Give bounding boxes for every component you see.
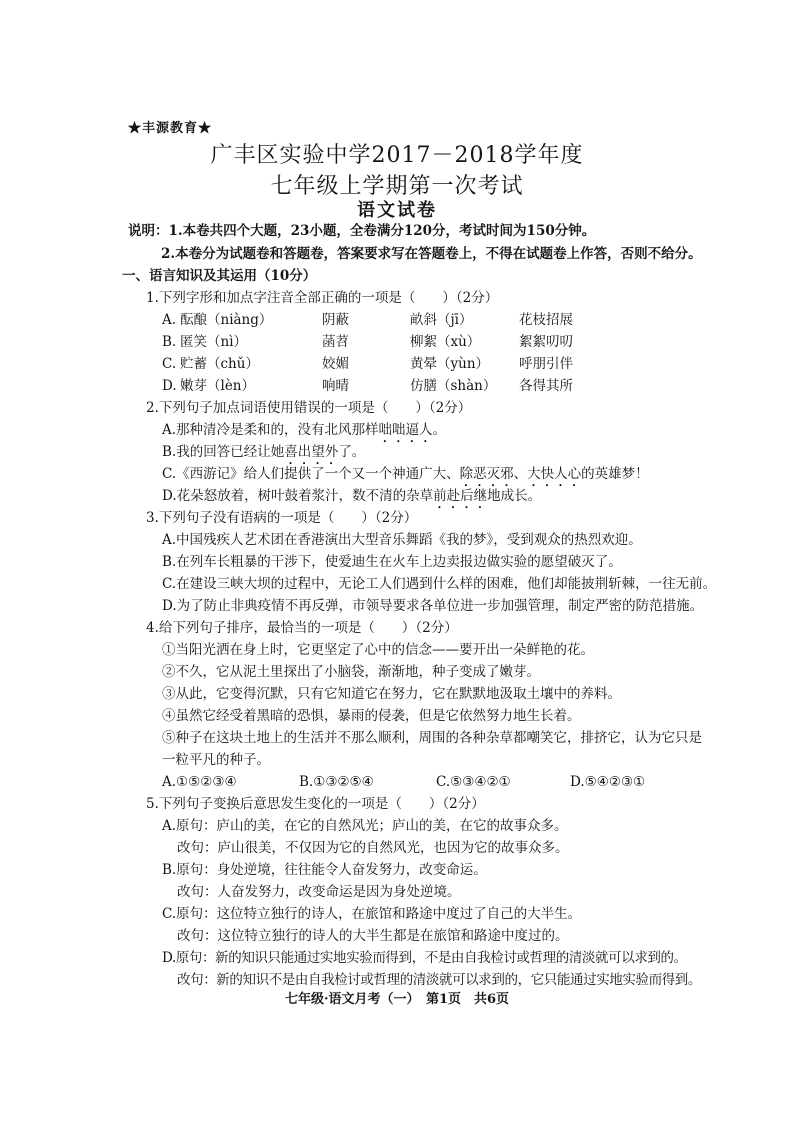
q2-c-text: C.《西游记》给人们提供了一个又一个神通广大、	[162, 466, 460, 482]
option-label: A.	[162, 312, 177, 328]
q5-c-original: C.原句：这位特立独行的诗人，在旅馆和路途中度过了自己的大半生。	[162, 906, 582, 922]
q2-stem: 2.下列句子加点词语使用错误的一项是（ ）（2分）	[146, 400, 472, 416]
brand-label: ★丰源教育★	[128, 121, 213, 136]
option-word-1: 嫩芽（lèn）	[180, 378, 256, 394]
q4-sentence-5-cont: 一粒平凡的种子。	[162, 752, 270, 768]
q2-c-dotted-phrase-1: 除恶灭邪	[459, 466, 514, 482]
q3-option-c: C.在建设三峡大坝的过程中，无论工人们遇到什么样的困难，他们却能披荆斩棘，一往无前。	[162, 576, 717, 592]
q4-option-d: D.⑤④②③①	[570, 774, 646, 790]
q2-a-text: A.那种清冷是柔和的，没有北风那样	[162, 422, 379, 438]
q5-a-original: A.原句：庐山的美，在它的自然风光；庐山的美，在它的故事众多。	[162, 818, 568, 834]
exam-title-line2: 七年级上学期第一次考试	[270, 174, 524, 199]
option-label: B.	[162, 334, 177, 350]
q2-a-dotted-phrase: 咄咄逼人	[378, 422, 433, 438]
q4-sentence-4: ④虽然它经受着黑暗的恐惧，暴雨的侵袭，但是它依然努力地生长着。	[162, 708, 581, 724]
option-word-4: 各得其所	[519, 378, 573, 394]
q2-b-dotted-phrase: 喜出望外	[284, 444, 339, 460]
option-label: C.	[162, 356, 177, 372]
instructions-line1: 说明：1.本卷共四个大题，23小题，全卷满分120分，考试时间为150分钟。	[128, 223, 596, 239]
option-word-4: 呼朋引伴	[519, 356, 573, 372]
exam-title-line1: 广丰区实验中学2017－2018学年度	[210, 143, 584, 168]
option-word-2: 响晴	[322, 378, 349, 394]
q2-d-end: 地成长。	[487, 488, 542, 504]
q5-a-revised: 改句：庐山很美，不仅因为它的自然风光，也因为它的故事众多。	[177, 840, 569, 856]
option-word-3: 柳絮（xù）	[410, 334, 481, 350]
q4-option-a: A.①⑤②③④	[162, 774, 237, 790]
q3-option-a: A.中国残疾人艺术团在香港演出大型音乐舞蹈《我的梦》，受到观众的热烈欢迎。	[162, 532, 642, 548]
q5-d-original: D.原句：新的知识只能通过实地实验而得到，不是由自我检讨或哲理的清淡就可以求到的。	[162, 950, 687, 966]
q2-b-text: B.我的回答已经让她	[162, 444, 285, 460]
option-word-3: 畝斜（jī）	[410, 312, 473, 328]
option-word-4: 花枝招展	[519, 312, 573, 328]
q2-c-end: 的英雄梦！	[581, 466, 649, 482]
q1-stem: 1.下列字形和加点字注音全部正确的一项是（ ）（2分）	[146, 290, 499, 306]
instructions-line2: 2.本卷分为试题卷和答题卷，答案要求写在答题卷上，不得在试题卷上作答，否则不给分。	[161, 246, 702, 262]
q2-b-end: 了。	[338, 444, 366, 460]
option-word-3: 仿膳（shàn）	[410, 378, 497, 394]
option-word-1: 贮蓄（chǔ）	[180, 356, 259, 372]
q2-a-end: 。	[432, 422, 447, 438]
q4-sentence-5: ⑤种子在这块土地上的生活并不那么顺利，周围的各种杂草都嘲笑它，排挤它，认为它只是	[162, 730, 702, 746]
q5-b-revised: 改句：人奋发努力，改变命运是因为身处逆境。	[177, 884, 461, 900]
q2-c-separator: 、	[513, 466, 528, 482]
option-word-2: 姣媚	[322, 356, 349, 372]
q4-stem: 4.给下列句子排序，最恰当的一项是（ ）（2分）	[146, 620, 458, 636]
option-word-4: 絮絮叨叨	[519, 334, 573, 350]
q4-sentence-3: ③从此，它变得沉默，只有它知道它在努力，它在默默地汲取土壤中的养料。	[162, 686, 621, 702]
q5-b-original: B.原句：身处逆境，往往能令人奋发努力，改变命运。	[162, 862, 487, 878]
q3-stem: 3.下列句子没有语病的一项是（ ）（2分）	[146, 510, 418, 526]
option-label: D.	[162, 378, 177, 394]
option-word-3: 黄晕（yùn）	[410, 356, 490, 372]
option-word-2: 阴蔽	[322, 312, 349, 328]
exam-title-subject: 语文试卷	[357, 200, 437, 221]
option-word-1: 酝酿（niàng）	[180, 312, 273, 328]
q2-d-dotted-phrase: 前赴后继	[433, 488, 488, 504]
page-footer: 七年级·语文月考（一） 第1页 共6页	[284, 992, 510, 1007]
q4-option-c: C.⑤③④②①	[436, 774, 511, 790]
q5-c-revised: 改句：这位特立独行的诗人的大半生都是在旅馆和路途中度过的。	[177, 928, 569, 944]
q2-c-dotted-phrase-2: 大快人心	[527, 466, 582, 482]
q3-option-b: B.在列车长粗暴的干涉下，使爱迪生在火车上边卖报边做实验的愿望破灭了。	[162, 554, 622, 570]
q5-stem: 5.下列句子变换后意思发生变化的一项是（ ）（2分）	[146, 796, 485, 812]
q3-option-d: D.为了防止非典疫情不再反弹，市领导要求各单位进一步加强管理，制定严密的防范措施。	[162, 598, 704, 614]
q4-option-b: B.①③②⑤④	[299, 774, 374, 790]
option-word-2: 菡苕	[322, 334, 349, 350]
q4-sentence-2: ②不久，它从泥土里探出了小脑袋，渐渐地，种子变成了嫩芽。	[162, 664, 540, 680]
q4-sentence-1: ①当阳光洒在身上时，它更坚定了心中的信念——要开出一朵鲜艳的花。	[162, 642, 594, 658]
q2-d-text: D.花朵怒放着，树叶鼓着浆汁，数不清的杂草	[162, 488, 434, 504]
section1-heading: 一、语言知识及其运用（10分）	[122, 268, 317, 284]
option-word-1: 匿笑（nì）	[180, 334, 248, 350]
q5-d-revised: 改句：新的知识不是由自我检讨或哲理的清淡就可以求到的，它只能通过实地实验而得到。	[177, 972, 701, 988]
